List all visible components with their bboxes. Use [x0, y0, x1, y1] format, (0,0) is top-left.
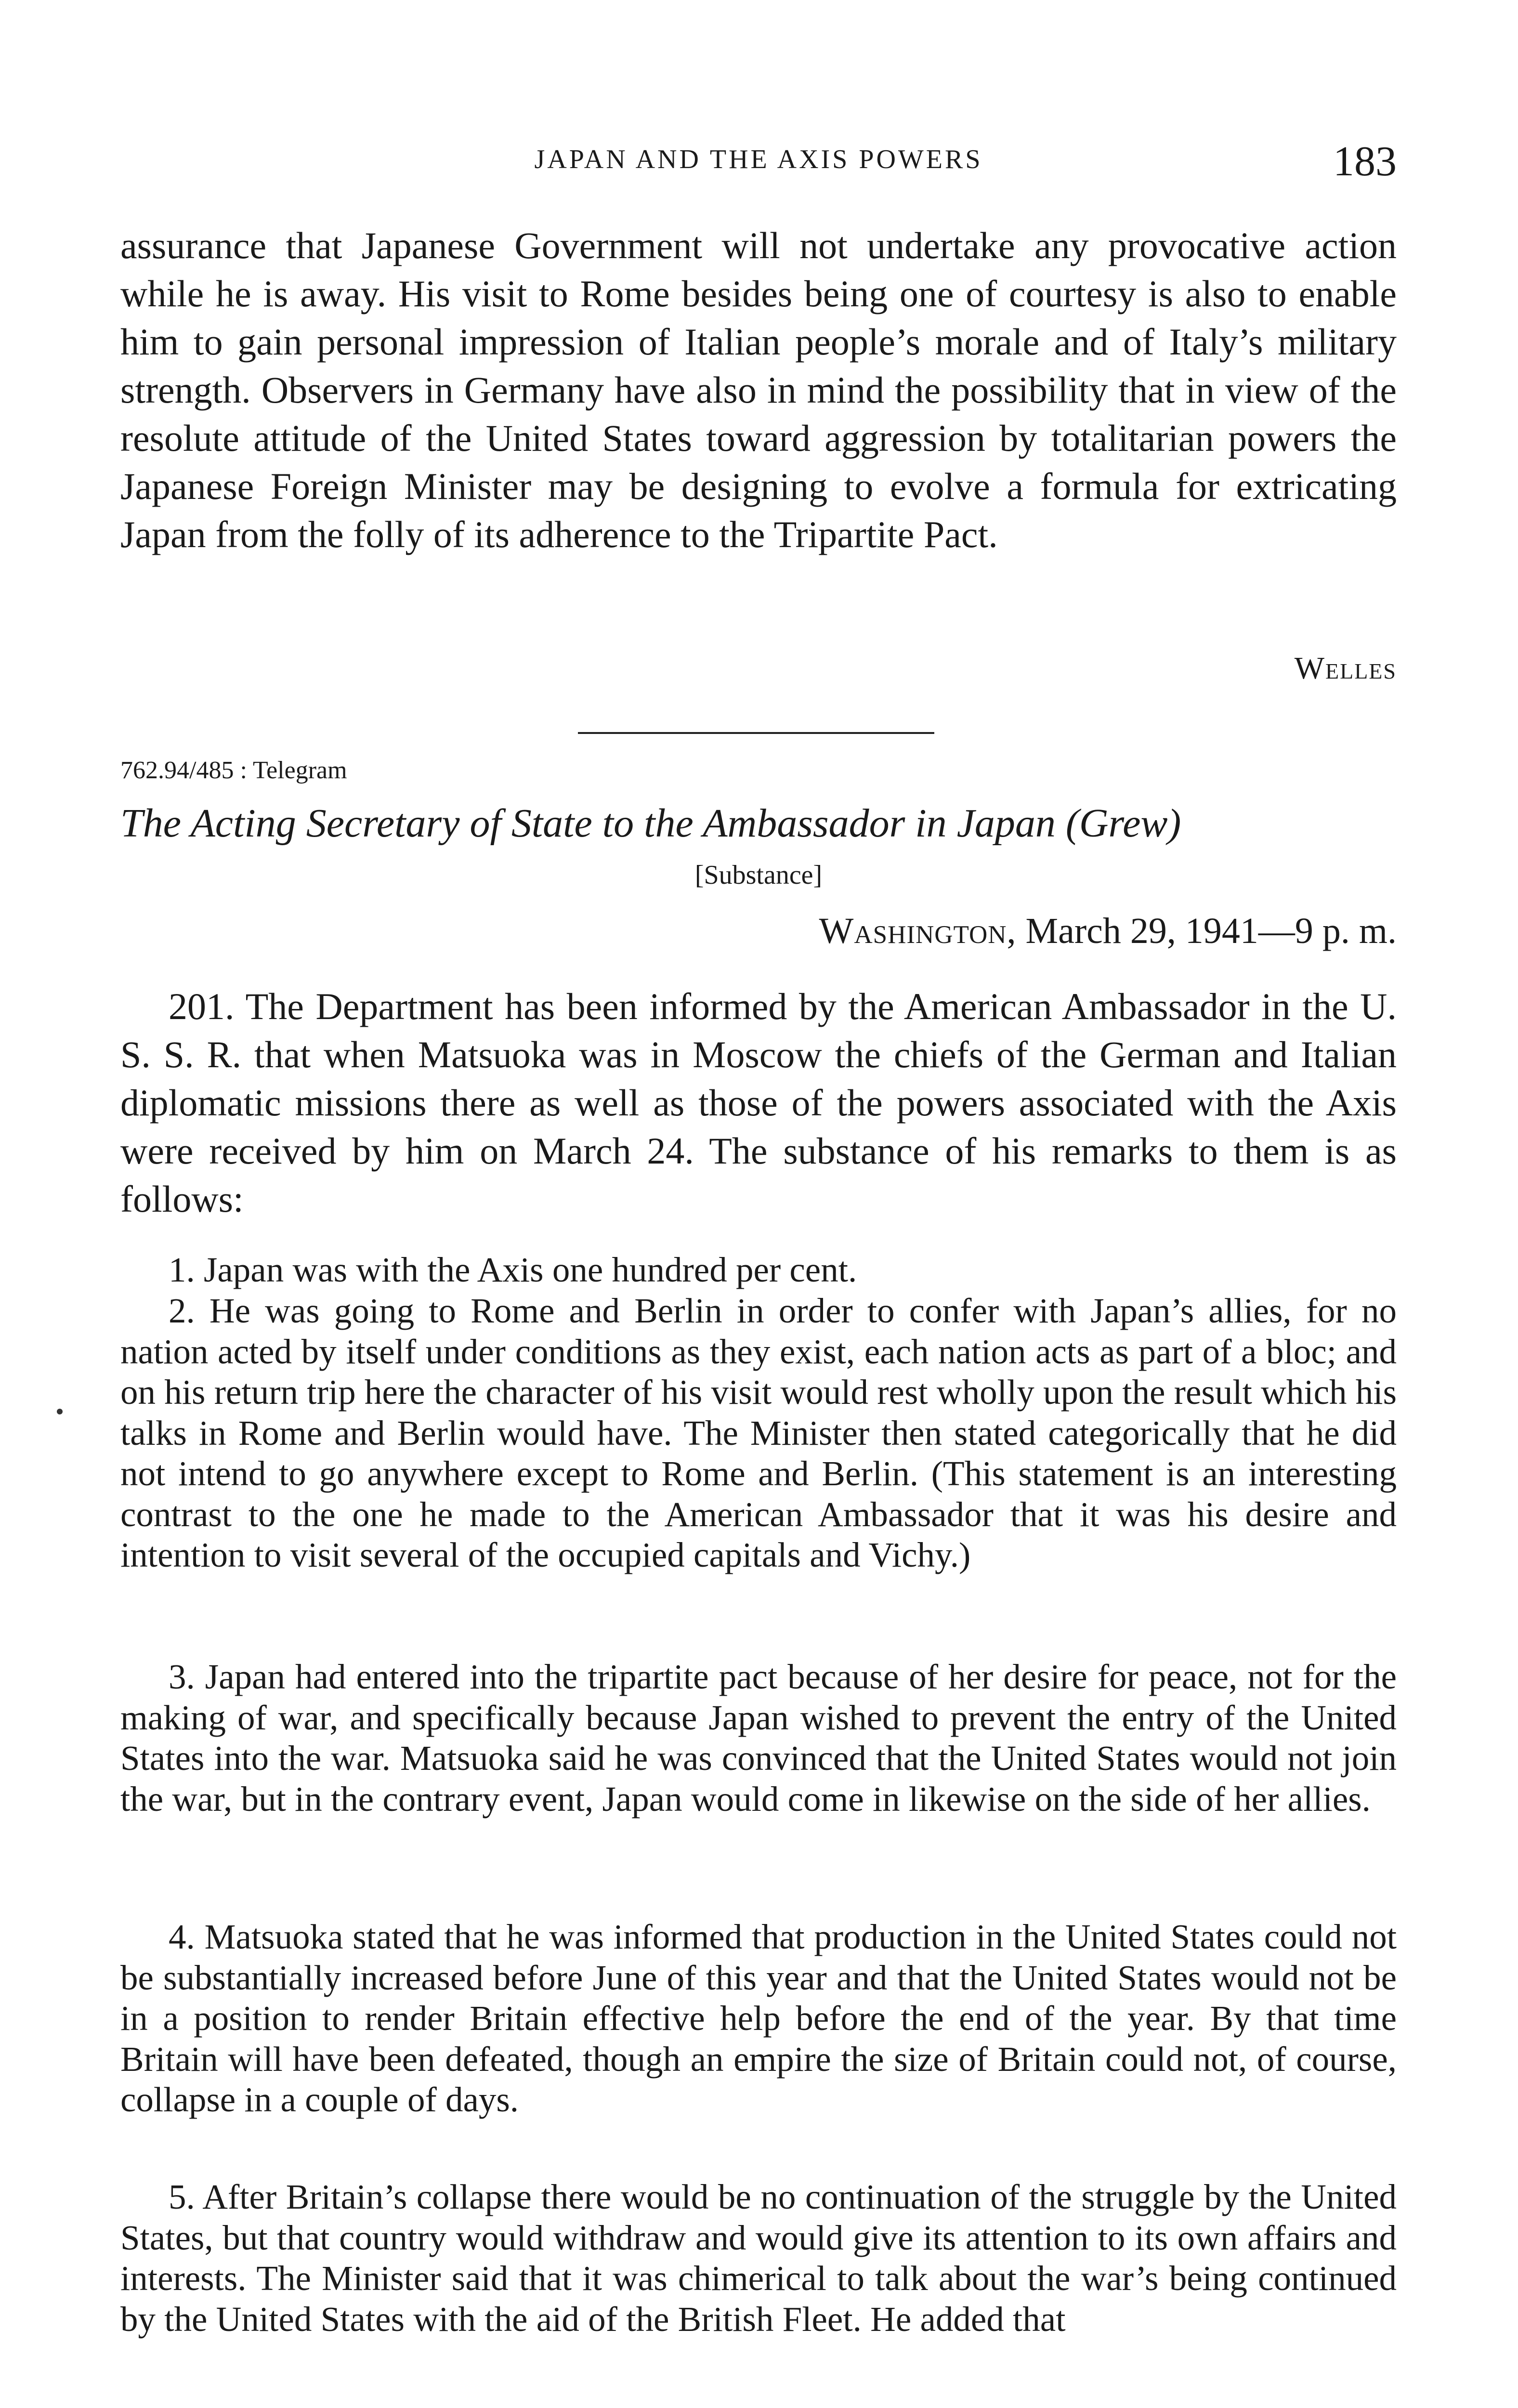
dateline — [819, 910, 1397, 952]
running-title: JAPAN AND THE AXIS POWERS — [534, 144, 983, 174]
continuation-paragraph: assurance that Japanese Government will not undertake any provocative action while he is away. His visit to Rome besides being one of courtesy is also to enable him to gain personal impression of Italian people’s morale and of Italy’s military strength. Observers in Germany have also in mind the possibility that in view of the resolute attitude of the United States toward aggression by totalitarian powers the Japanese Foreign Minister may be designing to evolve a formula for extricating Japan from the folly of its adherence to the Tripartite Pact. — [120, 224, 1397, 555]
opening-paragraph: 201. The Department has been informed by the American Ambassador in the U. S. S. R. that when Matsuoka was in Moscow the chiefs of the German and Italian diplomatic missions there as well as those of the powers associated with the Axis were received by him on March 24. The substance of his remarks to them is as follows: — [120, 985, 1397, 1220]
list-item-4: 4. Matsuoka stated that he was informed that production in the United States could not be substantially increased before June of this year and that the United States would not be in a position to render Britain effective help before the end of the year. By that time Britain will have been defeated, though an empire the size of Britain could not, of course, collapse in a couple of days. — [120, 1917, 1397, 2119]
substance-note: [Substance] — [694, 860, 823, 890]
file-reference: 762.94/485 : Telegram — [120, 757, 347, 784]
dateline-date: March 29, 1941—9 p. m. — [1025, 911, 1397, 951]
margin-mark — [57, 1409, 63, 1414]
signature-welles: Welles — [1294, 651, 1397, 686]
list-item-2: 2. He was going to Rome and Berlin in order to confer with Japan’s allies, for no nation acted by itself under conditions as they exist, each nation acts as part of a bloc; and on his return trip here the character of his visit would rest wholly upon the result which his talks in Rome and Berlin would have. The Minister then stated categorically that he did not intend to go anywhere except to Rome and Berlin. (This statement is an interesting contrast to the one he made to the American Ambassador that it was his desire and intention to visit several of the occupied capitals and Vichy.) — [120, 1291, 1397, 1574]
dateline-place: Washington, — [819, 911, 1017, 951]
list-item-3: 3. Japan had entered into the tripartite pact because of her desire for peace, not for the making of war, and specifically because Japan wished to prevent the entry of the United States into the war. Matsuoka said he was convinced that the United States would not join the war, but in the contrary event, Japan would come in likewise on the side of her allies. — [120, 1657, 1397, 1819]
document-page — [120, 0, 1397, 2408]
document-heading: The Acting Secretary of State to the Ambassador in Japan (Grew) — [120, 801, 1181, 846]
section-divider — [578, 732, 934, 734]
list-item-5: 5. After Britain’s collapse there would be no continuation of the struggle by the United States, but that country would withdraw and would give its attention to its own affairs and interests. The Minister said that it was chimerical to talk about the war’s being continued by the United States with the aid of the British Fleet. He added that — [120, 2177, 1397, 2339]
list-item-1: 1. Japan was with the Axis one hundred per cent. — [169, 1250, 857, 1289]
running-header — [120, 137, 1397, 185]
page-number: 183 — [1333, 138, 1397, 185]
